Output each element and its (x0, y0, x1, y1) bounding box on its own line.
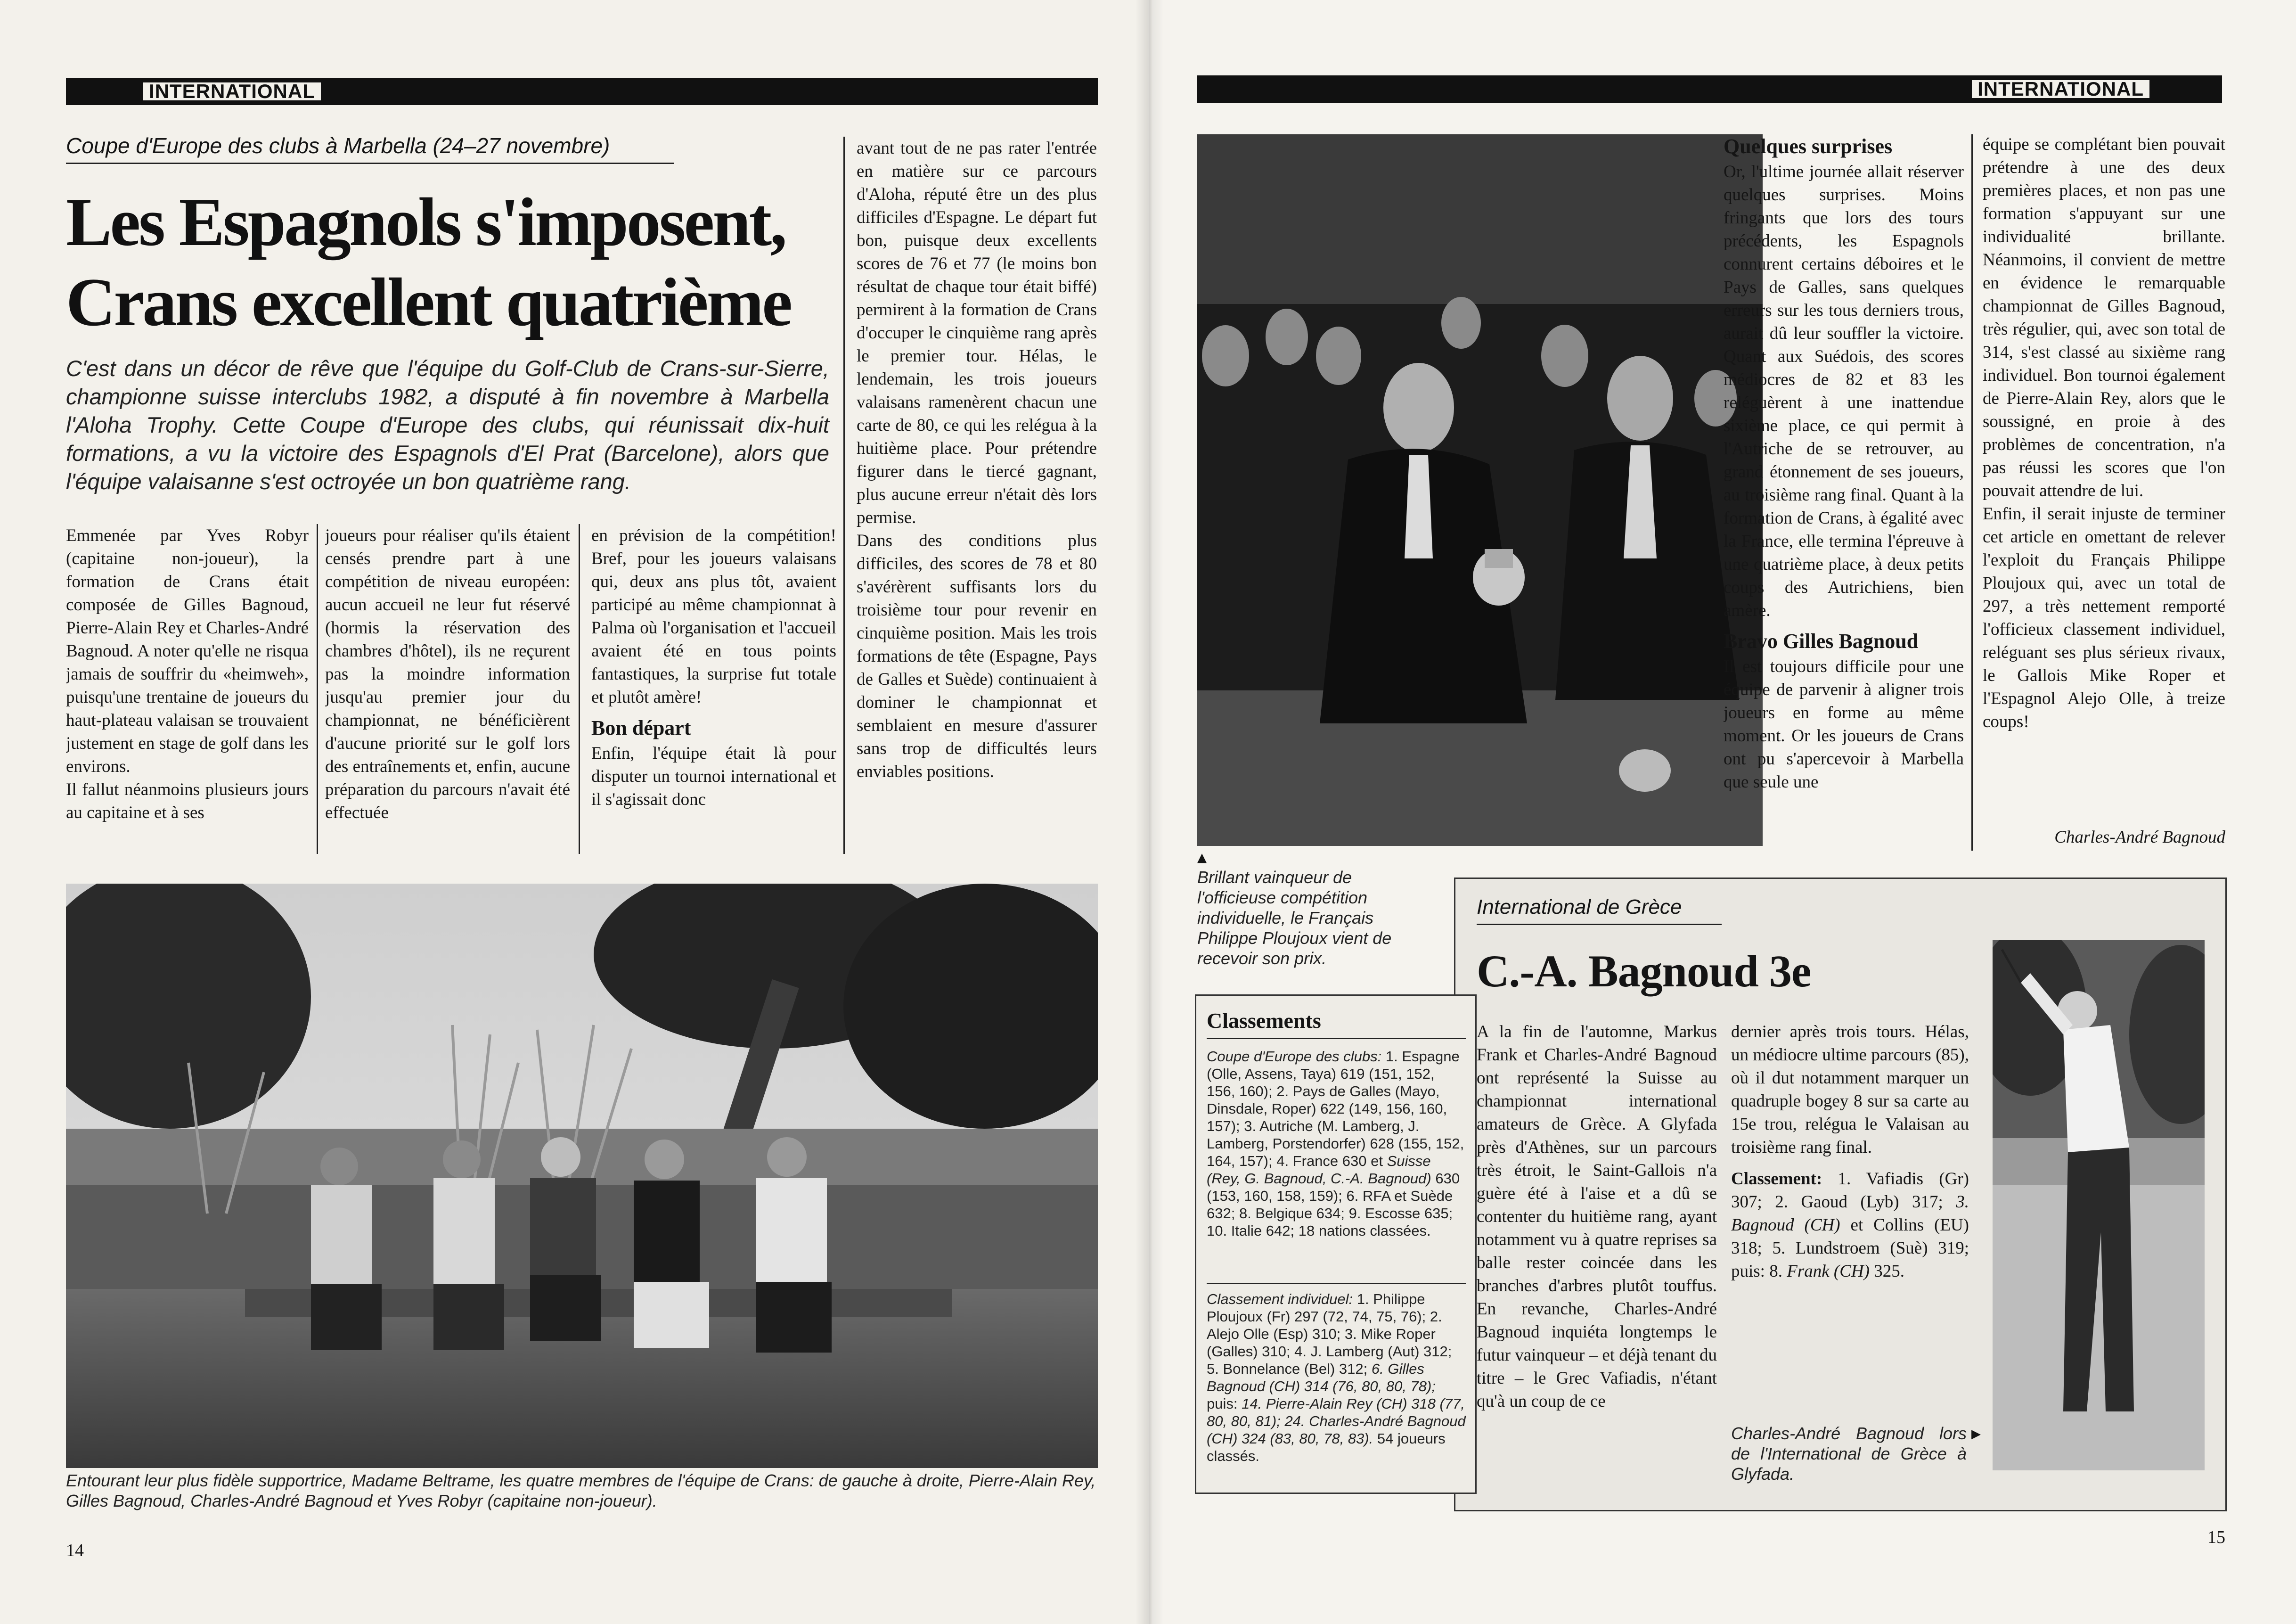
indiv-text: 1. Philippe Ploujoux (Fr) 297 (72, 74, 75, 76); 2. Alejo Olle (Esp) 310; 3. Mike Roper (Galles) 310; 4. J. Lamberg (Aut) 312; 5. Bonnelance (Bel) 312; (1207, 1291, 1452, 1377)
golfer-photo-caption (1731, 1423, 1967, 1484)
coupe-text: 1. Espagne (Olle, Assens, Taya) 619 (151, 152, 156, 160); 2. Pays de Galles (Mayo, Dinsdale, Roper) 622 (149, 156, 160, 157); 3. Autriche (M. Lamberg, J. Lamberg, Porstendorfer) 628 (155, 152, 164, 157); 4. France 630 et (1207, 1048, 1464, 1169)
page-number: 15 (2207, 1527, 2225, 1547)
paragraph: équipe se complétant bien pouvait prétendre à une des deux premières places, et non pas une formation s'appuyant sur une individualité brillante. Néanmoins, il convient de mettre en évidence le remarquable championnat de Gilles Bagnoud, très régulier, qui, avec son total de 314, s'est classé au sixième rang individuel. Bon tournoi également de Pierre-Alain Rey, alors que le soussigné, en proie à des problèmes de concentration, n'a pas réussi les scores que l'on pouvait attendre de lui. (1983, 135, 2225, 500)
section-label: INTERNATIONAL (1970, 78, 2151, 100)
kicker-rule (66, 163, 674, 164)
caption-marker-up: ▲ (1197, 851, 1207, 865)
results-text: et Collins (EU) 318; 5. Lundstroem (Suè) 319; puis: 8. (1731, 1215, 1969, 1281)
grece-column-1 (1477, 1020, 1717, 1492)
coupe-label: Coupe d'Europe des clubs: (1207, 1048, 1382, 1065)
spine-shadow (1136, 0, 1164, 1624)
indiv-swiss: 14. Pierre-Alain Rey (CH) 318 (77, 80, 80, 81); 24. Charles-André Bagnoud (CH) 324 (83, 80, 78, 83). (1207, 1395, 1466, 1447)
headline-line-1: Les Espagnols s'imposent, (66, 184, 785, 260)
column-rule (843, 137, 845, 854)
article-lead: C'est dans un décor de rêve que l'équipe du Golf-Club de Crans-sur-Sierre, championne suisse interclubs 1982, a disputé à fin novembre à Marbella l'Aloha Trophy. Cette Coupe d'Europe des clubs, qui réunissait dix-huit formations, a vu la victoire des Espagnols d'El Prat (Barcelone), alors que l'équipe valaisanne s'est octroyée un bon quatrième rang. (66, 356, 829, 494)
indiv-text: 54 joueurs classés. (1207, 1430, 1446, 1464)
subheading: Bravo Gilles Bagnoud (1724, 630, 1919, 653)
section-bar (1197, 75, 2222, 103)
grece-kicker-rule (1477, 924, 1722, 925)
caption-marker-right: ▶ (1971, 1427, 1981, 1441)
article-signature: Charles-André Bagnoud (2054, 828, 2225, 847)
body-column-3 (591, 524, 836, 854)
results-text: 325. (1874, 1262, 1904, 1281)
page-number: 14 (66, 1541, 84, 1560)
right-page (1148, 0, 2296, 1624)
team-photo-image (66, 884, 1098, 1468)
results-label: Classement: (1731, 1169, 1822, 1189)
paragraph: Il est toujours difficile pour une équipe de parvenir à aligner trois joueurs en forme au même moment. Or les joueurs de Crans ont pu s'apercevoir à Marbella que seule une (1724, 657, 1964, 792)
paragraph: Il fallut néanmoins plusieurs jours au capitaine et à ses (66, 780, 309, 822)
column-rule (317, 524, 318, 854)
classements-box (1195, 994, 1477, 1494)
paragraph: Emmenée par Yves Robyr (capitaine non-joueur), la formation de Crans était composée de Gilles Bagnoud, Pierre-Alain Rey et Charles-André Bagnoud. A noter qu'elle ne risqua jamais de souffrir du «heimweh», puisqu'une trentaine de joueurs du haut-plateau valaisan se trouvaient justement en stage de golf dans les environs. (66, 526, 309, 776)
paragraph: en prévision de la compétition! Bref, pour les joueurs valaisans qui, deux ans plus tôt, avaient participé au même championnat à Palma où l'organisation et l'accueil avaient été en tous points fantastiques, la surprise fut totale et plutôt amère! (591, 526, 836, 707)
paragraph: Dans des conditions plus difficiles, des scores de 78 et 80 s'avérèrent suffisants lors du troisième tour pour revenir en cinquième position. Mais les trois formations de tête (Espagne, Pays de Galles et Suède) continuaient à dominer le championnat et semblaient en mesure d'assurer sans trop de difficultés leurs enviables positions. (857, 531, 1097, 781)
article-kicker: Coupe d'Europe des clubs à Marbella (24–27 novembre) (66, 133, 610, 158)
classements-coupe (1207, 1048, 1466, 1239)
column-rule (1971, 134, 1973, 851)
paragraph: A la fin de l'automne, Markus Frank et Charles-André Bagnoud ont représenté la Suisse au championnat international amateurs de Grèce. A Glyfada près d'Athènes, sur un parcours très étroit, le Saint-Gallois n'a guère été à l'aise et a dû se contenter du huitième rang, ayant notamment vu à quatre reprises sa balle rester coincée dans les branches d'arbres plutôt touffus. En revanche, Charles-André Bagnoud inquiéta longtemps le futur vainqueur – et déjà tenant du titre – le Grec Vafiadis, n'étant qu'à un coup de ce (1477, 1022, 1717, 1411)
body-column-b (1983, 133, 2225, 826)
paragraph: avant tout de ne pas rater l'entrée en matière sur ce parcours d'Aloha, réputé être un des plus difficiles d'Espagne. Le départ fut bon, puisque deux excellents scores de 76 et 77 (le moins bon résultat de chaque tour était biffé) permirent à la formation de Crans d'occuper le cinquième rang après le premier tour. Hélas, le lendemain, les trois joueurs valaisans ramenèrent chacun une carte de 80, ce qui les relégua à la huitième place. Pour prétendre figurer dans le tiercé gagnant, plus aucune erreur n'était dès lors permise. (857, 139, 1097, 527)
coupe-swiss: Suisse (Rey, G. Bagnoud, C.-A. Bagnoud) (1207, 1153, 1431, 1187)
subheading: Quelques surprises (1724, 135, 1893, 158)
team-photo-caption: Entourant leur plus fidèle supportrice, Madame Beltrame, les quatre membres de l'équipe de Crans: de gauche à droite, Pierre-Alain Rey, Gilles Bagnoud, Charles-André Bagnoud et Yves Robyr (capitaine non-joueur). (66, 1471, 1096, 1510)
subheading: Bon départ (591, 716, 691, 739)
indiv-label: Classement individuel: (1207, 1291, 1353, 1307)
classements-rule (1207, 1038, 1466, 1039)
trophy-photo (1197, 134, 1763, 846)
paragraph: Or, l'ultime journée allait réserver quelques surprises. Moins fringants que lors des tours précédents, les Espagnols connurent certains déboires et le Pays de Galles, sans quelques erreurs sur les tous derniers trous, aurait dû leur souffler la victoire. Quant aux Suédois, des scores médiocres de 82 et 83 les reléguèrent à une inattendue sixième place, ce qui permit à l'Autriche de se retrouver, au grand étonnement de ses joueurs, au troisième rang final. Quant à la formation de Crans, à égalité avec la France, elle termina l'épreuve à une quatrième place, à deux petits coups des Autrichiens, bien amère. (1724, 162, 1964, 620)
grece-headline: C.-A. Bagnoud 3e (1477, 946, 1811, 996)
body-column-4 (857, 137, 1097, 854)
section-label: INTERNATIONAL (141, 81, 323, 102)
results-swiss: 3. Bagnoud (CH) (1731, 1192, 1969, 1235)
classements-individuel (1207, 1290, 1466, 1465)
trophy-photo-image (1197, 134, 1763, 846)
golfer-photo (1993, 940, 2205, 1470)
body-column-2 (325, 524, 570, 854)
classements-divider (1207, 1283, 1466, 1284)
indiv-text: puis: (1207, 1395, 1238, 1412)
body-column-a (1724, 133, 1964, 854)
results-swiss: Frank (CH) (1787, 1262, 1870, 1281)
paragraph: joueurs pour réaliser qu'ils étaient censés prendre part à une compétition de niveau européen: aucun accueil ne leur fut réservé (hormis la réservation des chambres d'hôtel), ils ne reçurent pas la moindre information jusqu'au premier jour du championnat, ne bénéficièrent d'aucune priorité sur le golf lors des entraînements et, enfin, aucune préparation du parcours n'avait été effectuée (325, 526, 570, 822)
paragraph: dernier après trois tours. Hélas, un médiocre ultime parcours (85), où il dut notamment marquer un quadruple bogey 8 sur sa carte au 15e trou, relégua le Valaisan au troisième rang final. (1731, 1022, 1969, 1157)
trophy-photo-caption: Brillant vainqueur de l'officieuse compétition individuelle, le Français Philippe Ploujoux vient de recevoir son prix. (1197, 868, 1392, 968)
grece-column-2 (1731, 1020, 1969, 1350)
grece-kicker: International de Grèce (1477, 895, 1682, 919)
paragraph: Enfin, l'équipe était là pour disputer un tournoi international et il s'agissait donc (591, 744, 836, 809)
headline-line-2: Crans excellent quatrième (66, 264, 791, 340)
grece-box (1454, 878, 2227, 1511)
coupe-text: 630 (153, 160, 158, 159); 6. RFA et Suède 632; 8. Belgique 634; 9. Escosse 635; 10. Italie 642; 18 nations classées. (1207, 1170, 1460, 1239)
golfer-photo-image (1993, 940, 2205, 1470)
grece-results (1731, 1167, 1969, 1283)
section-bar (66, 78, 1098, 105)
indiv-swiss: 6. Gilles Bagnoud (CH) 314 (76, 80, 80, 78); (1207, 1361, 1436, 1394)
golfer-caption-text: Charles-André Bagnoud lors de l'International de Grèce à Glyfada. (1731, 1424, 1967, 1484)
body-column-1 (66, 524, 309, 854)
team-photo (66, 884, 1098, 1468)
paragraph: Enfin, il serait injuste de terminer cet article en omettant de relever l'exploit du Français Philippe Ploujoux qui, avec un total de 297, a très nettement remporté l'officieux classement individuel, reléguant ses plus sérieux rivaux, le Gallois Mike Roper et l'Espagnol Alejo Olle, à treize coups! (1983, 504, 2225, 731)
classements-title: Classements (1207, 1009, 1321, 1033)
results-text: 1. Vafiadis (Gr) 307; 2. Gaoud (Lyb) 317; (1731, 1169, 1969, 1212)
column-rule (579, 524, 580, 854)
